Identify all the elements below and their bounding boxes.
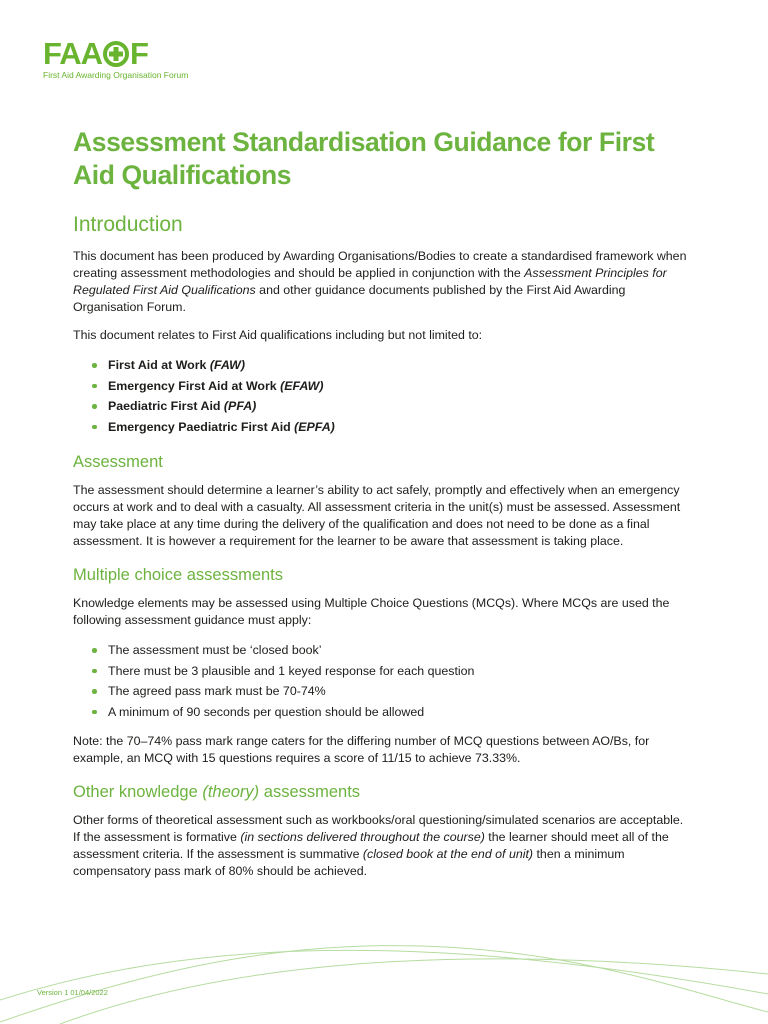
page-title: Assessment Standardisation Guidance for First Aid Qualifications <box>73 127 655 190</box>
list-item: First Aid at Work (FAW) <box>73 355 693 376</box>
list-item: The assessment must be ‘closed book’ <box>73 640 693 661</box>
footer-version: Version 1 01/04/2022 <box>37 988 108 997</box>
qualification-list <box>73 355 693 437</box>
list-item: Emergency Paediatric First Aid (EPFA) <box>73 417 693 438</box>
faaof-logo <box>43 38 188 80</box>
other-assessments-heading: Other knowledge (theory) assessments <box>73 783 361 801</box>
document-body <box>73 126 693 891</box>
introduction-paragraph-1: This document has been produced by Awarding Organisations/Bodies to create a standardised framework when creating assessment methodologies and should be applied in conjunction with the Assessment Principles for Regulated First Aid Qualifications and other guidance documents published by the First Aid Awarding Organisation Forum. <box>73 249 687 314</box>
first-aid-cross-icon <box>103 41 129 67</box>
list-item: The agreed pass mark must be 70-74% <box>73 681 693 702</box>
logo-subtitle: First Aid Awarding Organisation Forum <box>43 70 189 80</box>
mcq-note: Note: the 70–74% pass mark range caters for the differing number of MCQ questions between AO/Bs, for example, an MCQ with 15 questions requires a score of 11/15 to achieve 73.33%. <box>73 734 650 765</box>
decorative-wave-lines <box>0 930 768 1024</box>
other-assessments-paragraph: Other forms of theoretical assessment such as workbooks/oral questioning/simulated scenarios are acceptable. If the assessment is formative (in sections delivered throughout the course) the learner should meet all of the assessment criteria. If the assessment is summative (closed book at the end of unit) then a minimum compensatory pass mark of 80% should be achieved. <box>73 813 684 878</box>
logo-text-right: F <box>130 36 148 71</box>
introduction-paragraph-2: This document relates to First Aid qualifications including but not limited to: <box>73 328 483 342</box>
list-item: There must be 3 plausible and 1 keyed response for each question <box>73 661 693 682</box>
logo-text-left: FAA <box>43 36 102 71</box>
introduction-heading: Introduction <box>73 213 183 236</box>
mcq-guidance-list <box>73 640 693 722</box>
mcq-paragraph: Knowledge elements may be assessed using Multiple Choice Questions (MCQs). Where MCQs are used the following assessment guidance must apply: <box>73 596 670 627</box>
list-item: A minimum of 90 seconds per question should be allowed <box>73 702 693 723</box>
mcq-heading: Multiple choice assessments <box>73 566 284 584</box>
assessment-heading: Assessment <box>73 453 163 471</box>
logo-wordmark <box>43 38 188 70</box>
assessment-paragraph: The assessment should determine a learner’s ability to act safely, promptly and effectively when an emergency occurs at work and to deal with a casualty. All assessment criteria in the unit(s) must be assessed. Assessment may take place at any time during the delivery of the qualification and does not need to be done as a final assessment. It is however a requirement for the learner to be aware that assessment is taking place. <box>73 483 681 548</box>
list-item: Paediatric First Aid (PFA) <box>73 396 693 417</box>
list-item: Emergency First Aid at Work (EFAW) <box>73 376 693 397</box>
